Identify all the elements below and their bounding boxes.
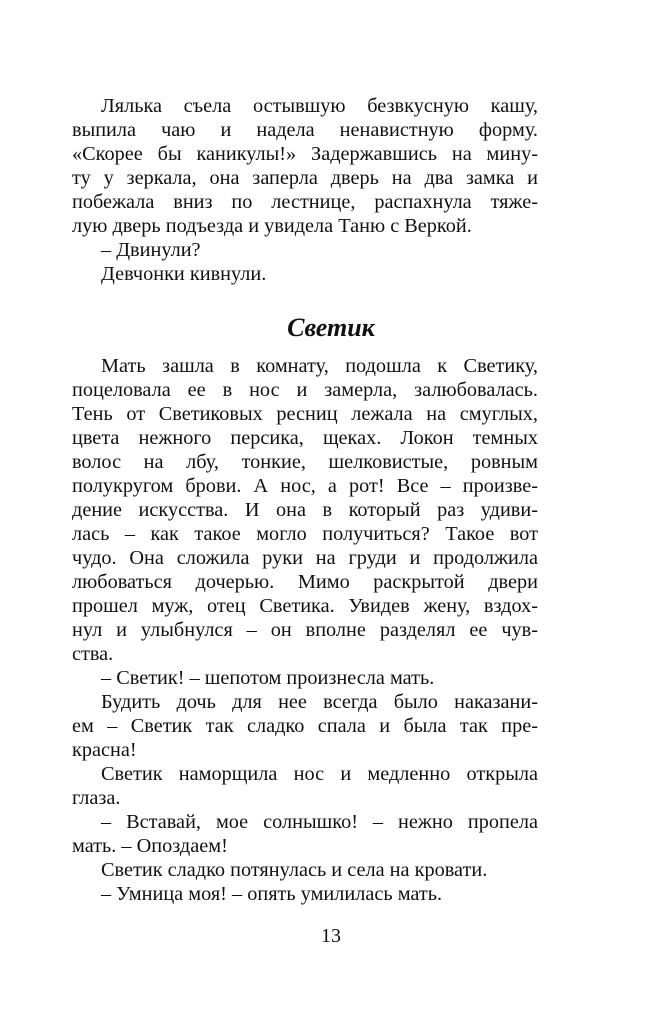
text-line: ства. xyxy=(72,643,114,665)
text-line: чудо. Она сложила руки на груди и продолжила xyxy=(72,547,538,569)
text-line: – Двинули? xyxy=(101,239,201,261)
text-line: цвета нежного персика, щеках. Локон темных xyxy=(72,427,538,449)
text-line: глаза. xyxy=(72,787,121,809)
text-line: – Вставай, мое солнышко! – нежно пропела xyxy=(101,811,538,833)
text-line: Будить дочь для нее всегда было наказани- xyxy=(101,691,538,713)
text-line: красна! xyxy=(72,739,137,761)
text-line: Лялька съела остывшую безвкусную кашу, xyxy=(101,95,538,117)
section-heading: Светик xyxy=(287,313,375,342)
text-line: лась – как такое могло получиться? Такое вот xyxy=(72,523,538,545)
text-line: выпила чаю и надела ненавистную форму. xyxy=(72,119,538,141)
text-line: ту у зеркала, она заперла дверь на два замка и xyxy=(72,167,538,189)
text-line: – Умница моя! – опять умилилась мать. xyxy=(101,883,443,905)
text-line: ем – Светик так сладко спала и была так пре- xyxy=(72,715,538,737)
text-line: Светик сладко потянулась и села на кровати. xyxy=(101,859,488,881)
text-line: волос на лбу, тонкие, шелковистые, ровным xyxy=(72,451,538,473)
text-line: Мать зашла в комнату, подошла к Светику, xyxy=(101,355,538,377)
page-number: 13 xyxy=(321,925,341,947)
text-line: дение искусства. И она в который раз удиви- xyxy=(72,499,538,521)
text-line: любоваться дочерью. Мимо раскрытой двери xyxy=(72,571,538,593)
text-line: побежала вниз по лестнице, распахнула тяже- xyxy=(72,191,538,213)
text-line: Девчонки кивнули. xyxy=(101,263,267,285)
text-line: Светик наморщила нос и медленно открыла xyxy=(101,763,538,785)
text-line: – Светик! – шепотом произнесла мать. xyxy=(101,667,435,689)
text-line: лую дверь подъезда и увидела Таню с Веркой. xyxy=(72,215,472,237)
text-line: Тень от Светиковых ресниц лежала на смуглых, xyxy=(72,403,538,425)
text-line: мать. – Опоздаем! xyxy=(72,835,228,857)
text-line: поцеловала ее в нос и замерла, залюбовалась. xyxy=(72,379,538,401)
text-line: полукругом брови. А нос, а рот! Все – произве- xyxy=(72,475,538,497)
text-line: прошел муж, отец Светика. Увидев жену, вздох- xyxy=(72,595,538,617)
text-line: нул и улыбнулся – он вполне разделял ее чув- xyxy=(72,619,538,641)
text-line: «Скорее бы каникулы!» Задержавшись на мину- xyxy=(72,143,538,165)
